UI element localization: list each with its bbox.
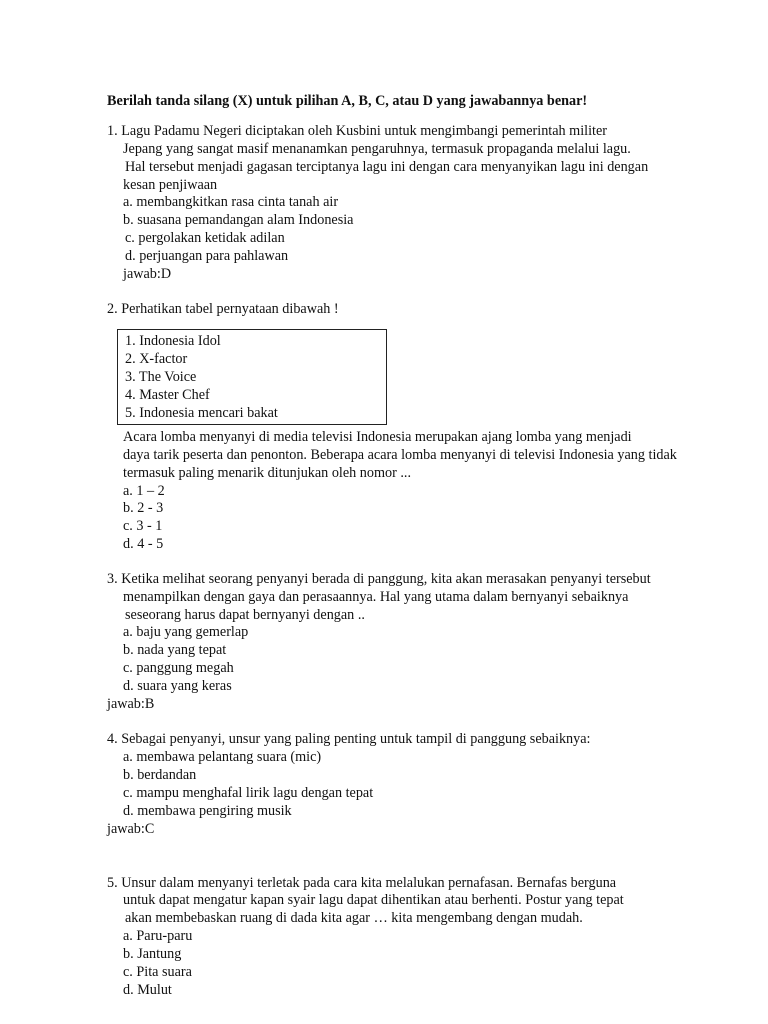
q5-option-d: d. Mulut [123, 982, 172, 998]
q2-line-2: Acara lomba menyanyi di media televisi Indonesia merupakan ajang lomba yang menjadi [123, 429, 632, 445]
q3-line-1: 3. Ketika melihat seorang penyanyi berada di panggung, kita akan merasakan penyanyi tersebut [107, 571, 651, 587]
q5-line-1: 5. Unsur dalam menyanyi terletak pada cara kita melalukan pernafasan. Bernafas berguna [107, 875, 617, 891]
q4-answer: jawab:C [107, 821, 155, 837]
q5-option-a: a. Paru-paru [123, 928, 193, 944]
q1-option-c: c. pergolakan ketidak adilan [125, 230, 285, 246]
q5-line-2: untuk dapat mengatur kapan syair lagu dapat dihentikan atau berhenti. Postur yang tepat [123, 892, 624, 908]
q3-option-b: b. nada yang tepat [123, 642, 227, 658]
q4-option-d: d. membawa pengiring musik [123, 803, 292, 819]
q2-option-a: a. 1 – 2 [123, 483, 165, 499]
table-item: 3. The Voice [125, 369, 197, 385]
q2-line-3: daya tarik peserta dan penonton. Beberapa acara lomba menyanyi di televisi Indonesia yang tidak [123, 447, 677, 463]
q1-line-3: Hal tersebut menjadi gagasan terciptanya lagu ini dengan cara menyanyikan lagu ini dengan [125, 159, 649, 175]
table-item: 5. Indonesia mencari bakat [125, 405, 278, 421]
q3-option-d: d. suara yang keras [123, 678, 232, 694]
table-item: 4. Master Chef [125, 387, 210, 403]
q4-option-c: c. mampu menghafal lirik lagu dengan tepat [123, 785, 374, 801]
q5-option-b: b. Jantung [123, 946, 182, 962]
q4-option-a: a. membawa pelantang suara (mic) [123, 749, 322, 765]
q3-option-c: c. panggung megah [123, 660, 234, 676]
q3-answer: jawab:B [107, 696, 155, 712]
q1-answer: jawab:D [123, 266, 172, 282]
q2-option-b: b. 2 - 3 [123, 500, 164, 516]
q5-line-3: akan membebaskan ruang di dada kita agar … kita mengembang dengan mudah. [125, 910, 583, 926]
q1-line-2: Jepang yang sangat masif menanamkan pengaruhnya, termasuk propaganda melalui lagu. [123, 141, 631, 157]
instruction-heading: Berilah tanda silang (X) untuk pilihan A, B, C, atau D yang jawabannya benar! [107, 93, 588, 109]
q1-line-1: 1. Lagu Padamu Negeri diciptakan oleh Kusbini untuk mengimbangi pemerintah militer [107, 123, 607, 139]
q4-option-b: b. berdandan [123, 767, 197, 783]
q2-line-1: 2. Perhatikan tabel pernyataan dibawah ! [107, 301, 339, 317]
q5-option-c: c. Pita suara [123, 964, 192, 980]
q1-option-a: a. membangkitkan rasa cinta tanah air [123, 194, 339, 210]
q3-line-2: menampilkan dengan gaya dan perasaannya. Hal yang utama dalam bernyanyi sebaiknya [123, 589, 629, 605]
q3-line-3: seseorang harus dapat bernyanyi dengan .. [125, 607, 365, 623]
q2-line-4: termasuk paling menarik ditunjukan oleh nomor ... [123, 465, 412, 481]
q1-option-d: d. perjuangan para pahlawan [125, 248, 289, 264]
q3-option-a: a. baju yang gemerlap [123, 624, 249, 640]
table-item: 2. X-factor [125, 351, 188, 367]
table-item: 1. Indonesia Idol [125, 333, 221, 349]
q4-line-1: 4. Sebagai penyanyi, unsur yang paling penting untuk tampil di panggung sebaiknya: [107, 731, 591, 747]
q1-option-b: b. suasana pemandangan alam Indonesia [123, 212, 354, 228]
q2-option-d: d. 4 - 5 [123, 536, 164, 552]
q2-option-c: c. 3 - 1 [123, 518, 163, 534]
q1-line-4: kesan penjiwaan [123, 177, 218, 193]
